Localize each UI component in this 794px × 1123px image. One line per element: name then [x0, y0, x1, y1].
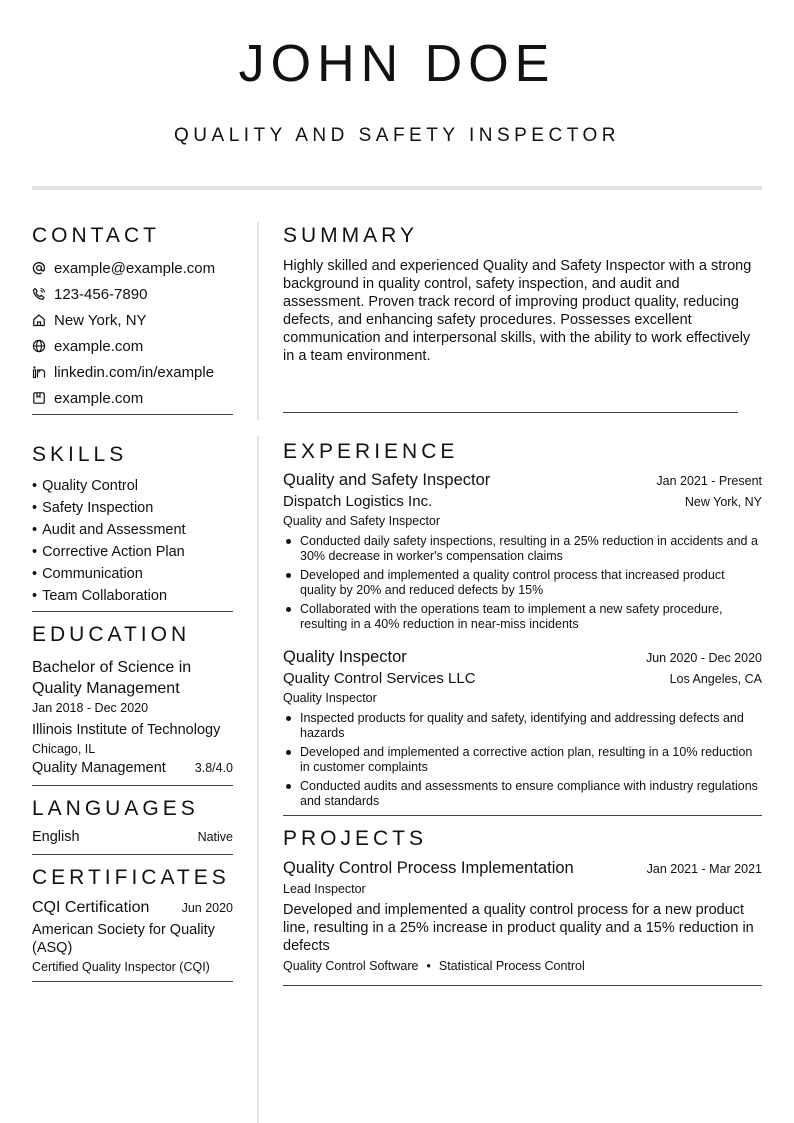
column-divider [257, 436, 259, 1123]
education-dates: Jan 2018 - Dec 2020 [32, 701, 149, 715]
project-tag: Statistical Process Control [438, 959, 585, 973]
job-bullets [283, 534, 762, 632]
certificates-section [32, 864, 233, 982]
contact-website[interactable] [32, 333, 233, 359]
summary-section [283, 222, 762, 413]
section-heading: SUMMARY [283, 224, 418, 247]
project-tags [283, 957, 762, 975]
contact-text: example.com [54, 389, 144, 407]
section-divider [32, 611, 233, 612]
experience-entry [283, 469, 762, 632]
section-divider [32, 785, 233, 786]
certificate-date: Jun 2020 [181, 901, 233, 915]
bullet-item: Inspected products for quality and safety, identifying and addressing defects and hazards [283, 711, 762, 741]
contact-text: New York, NY [54, 311, 147, 329]
company-name: Quality Control Services LLC [283, 670, 476, 687]
job-location: Los Angeles, CA [669, 672, 762, 686]
section-divider [283, 412, 738, 413]
header-divider [32, 186, 762, 190]
skill-item: • Quality Control [32, 475, 233, 497]
section-heading: LANGUAGES [32, 797, 199, 820]
job-title: Quality and Safety Inspector [283, 471, 491, 489]
section-divider [32, 981, 233, 982]
section-divider [283, 985, 762, 986]
project-description: Developed and implemented a quality control process for a new product line, resulting in a 25% increase in product quality and a 15% reduction in defects [283, 902, 754, 954]
section-heading: EDUCATION [32, 623, 191, 646]
job-title: Quality Inspector [283, 648, 407, 666]
education-section [32, 621, 233, 786]
contact-text: example.com [54, 337, 144, 355]
skill-item: • Corrective Action Plan [32, 541, 233, 563]
experience-section [283, 438, 762, 816]
job-bullets [283, 711, 762, 809]
skills-section [32, 441, 233, 612]
experience-entry [283, 646, 762, 809]
languages-section [32, 795, 233, 855]
section-heading: SKILLS [32, 443, 128, 466]
right-column [283, 222, 762, 986]
project-dates: Jan 2021 - Mar 2021 [646, 862, 762, 876]
separator-dot: • [426, 959, 431, 973]
certificate-credential: Certified Quality Inspector (CQI) [32, 960, 210, 974]
contact-linkedin[interactable] [32, 359, 233, 385]
project-tag: Quality Control Software [283, 959, 419, 973]
project-title: Quality Control Process Implementation [283, 859, 574, 877]
job-dates: Jan 2021 - Present [656, 474, 762, 488]
bullet-item: Collaborated with the operations team to implement a new safety procedure, resulting in a 40% reduction in near-miss incidents [283, 602, 762, 632]
section-heading: PROJECTS [283, 827, 428, 850]
contact-text: example@example.com [54, 259, 216, 277]
bullet-item: Developed and implemented a corrective action plan, resulting in a 10% reduction in customer complaints [283, 745, 762, 775]
job-role: Quality Inspector [283, 691, 377, 705]
job-location: New York, NY [684, 495, 762, 509]
candidate-name: JOHN DOE [238, 35, 556, 93]
company-name: Dispatch Logistics Inc. [283, 493, 433, 510]
school-location: Chicago, IL [32, 742, 96, 756]
certificate-name: CQI Certification [32, 899, 150, 916]
job-dates: Jun 2020 - Dec 2020 [645, 651, 762, 665]
certificate-issuer: American Society for Quality (ASQ) [32, 922, 215, 956]
field-of-study: Quality Management [32, 760, 166, 776]
skill-item: • Team Collaboration [32, 585, 233, 607]
at-icon [32, 261, 46, 275]
left-column [32, 222, 233, 982]
summary-text: Highly skilled and experienced Quality and Safety Inspector with a strong background in quality control, safety inspection, and audit and assessment. Proven track record of improving product quality, reducing defects, and enhancing safety procedures. Possesses excellent communication and interpersonal skills, with the ability to work effectively in a team environment. [283, 258, 752, 364]
gpa-value: 3.8/4.0 [194, 761, 233, 775]
language-level: Native [197, 830, 233, 844]
section-heading: CONTACT [32, 224, 160, 247]
portfolio-icon [32, 391, 46, 405]
skill-item: • Audit and Assessment [32, 519, 233, 541]
contact-email[interactable] [32, 255, 233, 281]
section-divider [32, 414, 233, 415]
home-icon [32, 313, 46, 327]
gpa-row [32, 760, 233, 776]
contact-phone[interactable] [32, 281, 233, 307]
school-name: Illinois Institute of Technology [32, 722, 221, 738]
contact-text: 123-456-7890 [54, 285, 148, 303]
skill-item: • Safety Inspection [32, 497, 233, 519]
phone-icon [32, 287, 46, 301]
language-name: English [32, 829, 80, 845]
skill-item: • Communication [32, 563, 233, 585]
contact-location [32, 307, 233, 333]
projects-section [283, 825, 762, 986]
project-role: Lead Inspector [283, 882, 366, 896]
contact-section [32, 222, 233, 415]
job-role: Quality and Safety Inspector [283, 514, 441, 528]
section-divider [32, 854, 233, 855]
contact-portfolio[interactable] [32, 385, 233, 411]
language-row [32, 829, 233, 845]
bullet-item: Conducted audits and assessments to ensure compliance with industry regulations and standards [283, 779, 762, 809]
section-heading: CERTIFICATES [32, 866, 230, 889]
section-heading: EXPERIENCE [283, 440, 459, 463]
degree-name: Bachelor of Science in Quality Management [32, 659, 192, 697]
globe-icon [32, 339, 46, 353]
bullet-item: Developed and implemented a quality control process that increased product quality by 20% and reduced defects by 15% [283, 568, 762, 598]
contact-text: linkedin.com/in/example [54, 363, 215, 381]
candidate-title: QUALITY AND SAFETY INSPECTOR [174, 125, 620, 146]
certificate-row [32, 899, 233, 917]
bullet-item: Conducted daily safety inspections, resulting in a 25% reduction in accidents and a 30% decrease in worker's compensation claims [283, 534, 762, 564]
linkedin-icon [32, 365, 46, 379]
section-divider [283, 815, 762, 816]
column-divider [257, 222, 259, 420]
